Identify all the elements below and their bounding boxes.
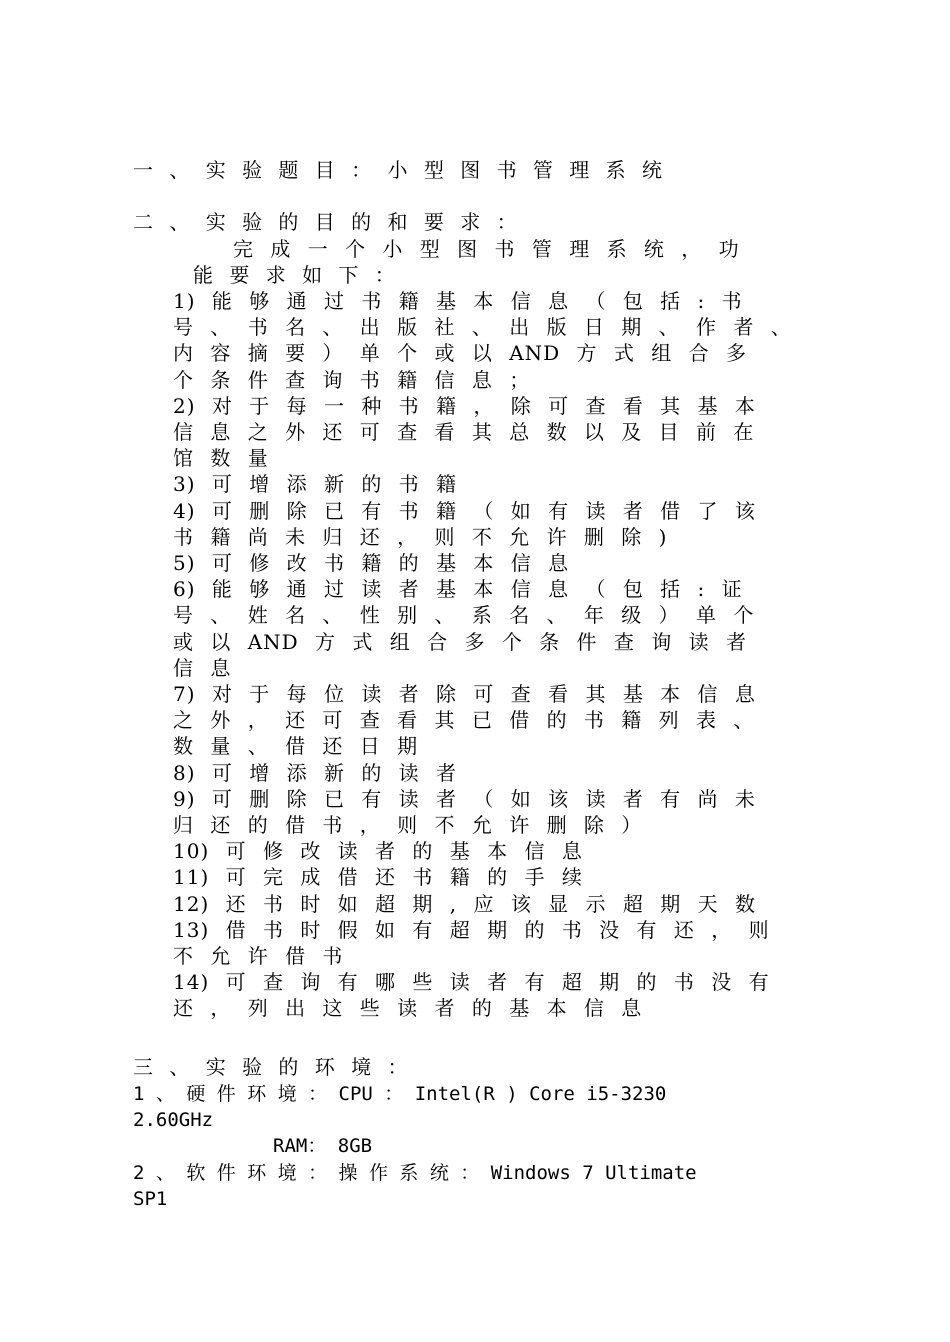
requirement-line: 9) 可 删 除 已 有 读 者 （ 如 该 读 者 有 尚 未 (173, 787, 756, 811)
requirement-line: 归 还 的 借 书 ， 则 不 允 许 删 除 ） (173, 813, 643, 837)
requirement-line: 5) 可 修 改 书 籍 的 基 本 信 息 (173, 551, 570, 575)
requirement-line: 12) 还 书 时 如 超 期 , 应 该 显 示 超 期 天 数 (173, 892, 756, 916)
requirement-line: 个 条 件 查 询 书 籍 信 息 ； (173, 368, 531, 392)
requirement-line: 13) 借 书 时 假 如 有 超 期 的 书 没 有 还 ， 则 (173, 918, 770, 942)
requirement-line: 内 容 摘 要 ） 单 个 或 以 AND 方 式 组 合 多 (173, 341, 747, 365)
software-line-2: SP1 (133, 1188, 168, 1210)
requirement-line: 不 允 许 借 书 (173, 944, 344, 968)
requirement-line: 6) 能 够 通 过 读 者 基 本 信 息 （ 包 括 : 证 (173, 577, 743, 601)
intro-line-1: 完 成 一 个 小 型 图 书 管 理 系 统 ， 功 (233, 237, 740, 261)
section-2-heading: 二 、 实 验 的 目 的 和 要 求 ： (133, 210, 518, 234)
requirement-line: 号 、 姓 名 、 性 别 、 系 名 、 年 级 ） 单 个 (173, 603, 755, 627)
requirement-line: 3) 可 增 添 新 的 书 籍 (173, 472, 458, 496)
requirement-line: 书 籍 尚 未 归 还 ， 则 不 允 许 删 除 ) (173, 525, 668, 549)
requirement-line: 信 息 之 外 还 可 查 看 其 总 数 以 及 目 前 在 (173, 420, 755, 444)
requirement-line: 11) 可 完 成 借 还 书 籍 的 手 续 (173, 865, 583, 889)
requirement-line: 还 ， 列 出 这 些 读 者 的 基 本 信 息 (173, 996, 643, 1020)
requirement-line: 馆 数 量 (173, 446, 269, 470)
requirement-line: 8) 可 增 添 新 的 读 者 (173, 761, 458, 785)
software-line-1: 2 、 软 件 环 境 ： 操 作 系 统 ： Windows 7 Ultimate (133, 1162, 697, 1184)
requirement-line: 1) 能 够 通 过 书 籍 基 本 信 息 （ 包 括 : 书 (173, 289, 743, 313)
requirement-line: 4) 可 删 除 已 有 书 籍 （ 如 有 读 者 借 了 该 (173, 499, 756, 523)
requirement-line: 或 以 AND 方 式 组 合 多 个 条 件 查 询 读 者 (173, 630, 747, 654)
hardware-line-1: 1 、 硬 件 环 境 ： CPU ： Intel(R ) Core i5-3230 (133, 1083, 667, 1105)
section-1-heading: 一 、 实 验 题 目 ： 小 型 图 书 管 理 系 统 (133, 158, 664, 182)
requirement-line: 7) 对 于 每 位 读 者 除 可 查 看 其 基 本 信 息 (173, 682, 756, 706)
hardware-line-2: 2.60GHz (133, 1109, 214, 1131)
requirement-line: 信 息 (173, 656, 232, 680)
intro-line-2: 能 要 求 如 下 ： (193, 263, 396, 287)
ram-line: RAM： 8GB (273, 1135, 373, 1157)
requirement-line: 号 、 书 名 、 出 版 社 、 出 版 日 期 、 作 者 、 (173, 315, 792, 339)
requirement-line: 数 量 、 借 还 日 期 (173, 734, 419, 758)
requirement-line: 14) 可 查 询 有 哪 些 读 者 有 超 期 的 书 没 有 (173, 970, 770, 994)
requirement-line: 之 外 ， 还 可 查 看 其 已 借 的 书 籍 列 表 、 (173, 708, 755, 732)
section-3-heading: 三 、 实 验 的 环 境 ： (133, 1055, 409, 1079)
requirement-line: 2) 对 于 每 一 种 书 籍 ， 除 可 查 看 其 基 本 (173, 394, 756, 418)
requirement-line: 10) 可 修 改 读 者 的 基 本 信 息 (173, 839, 583, 863)
